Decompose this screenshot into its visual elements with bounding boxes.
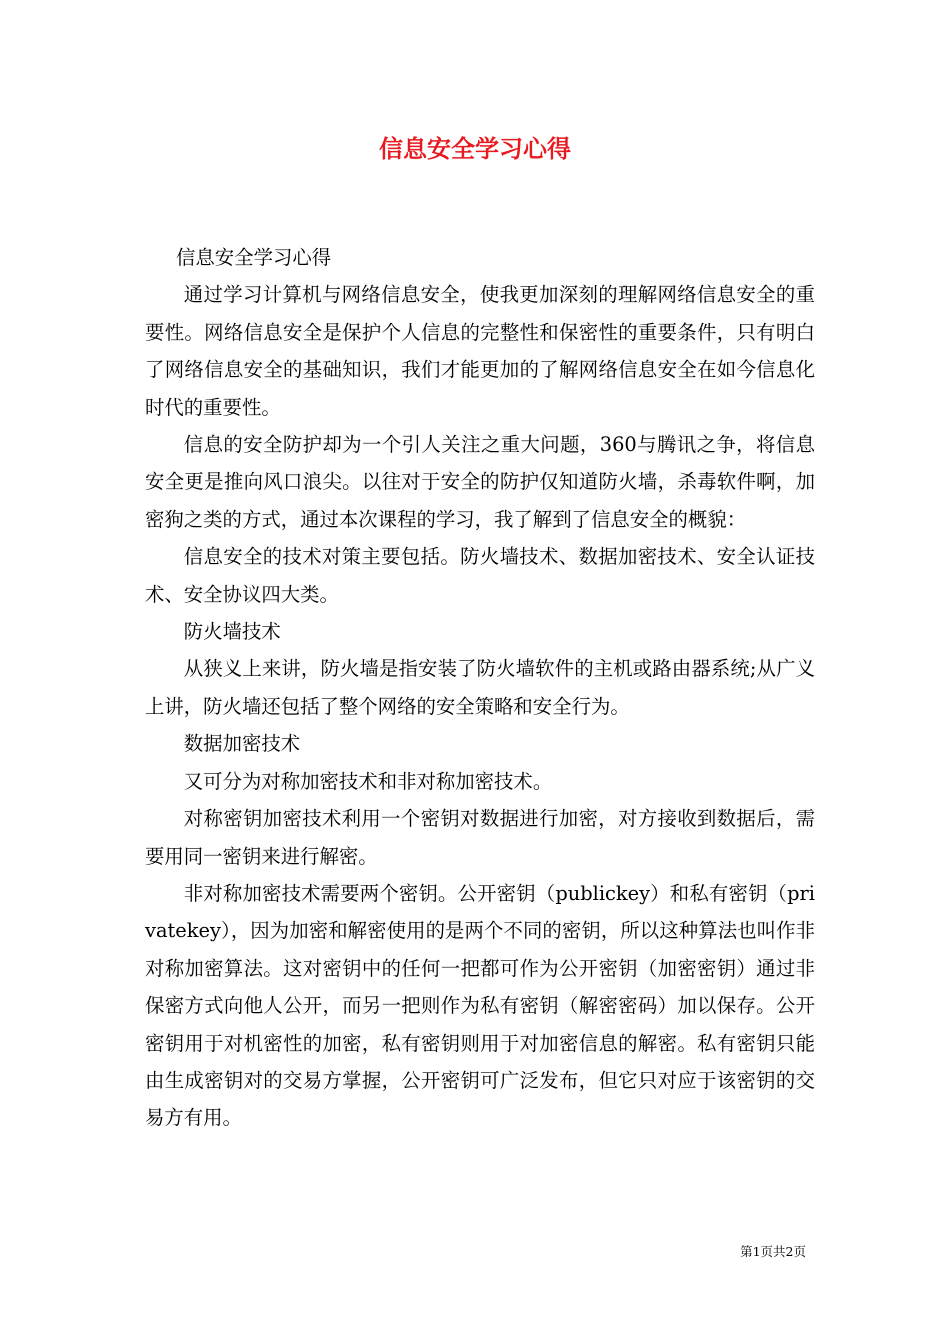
page-number: 第1页共2页: [740, 1244, 806, 1259]
heading-firewall: 防火墙技术: [183, 620, 281, 644]
paragraph-encryption-types: 又可分为对称加密技术和非对称加密技术。: [183, 769, 553, 793]
paragraph-firewall: 从狭义上来讲，防火墙是指安装了防火墙软件的主机或路由器系统;从广义上讲，防火墙还包括了整个网络的安全策略和安全行为。: [145, 657, 815, 718]
page-title: 信息安全学习心得: [379, 135, 571, 163]
paragraph-countermeasures: 信息安全的技术对策主要包括。防火墙技术、数据加密技术、安全认证技术、安全协议四大类。: [145, 545, 815, 606]
document-body: [145, 239, 815, 1137]
heading-encryption: 数据加密技术: [183, 732, 301, 756]
paragraph-intro: 通过学习计算机与网络信息安全，使我更加深刻的理解网络信息安全的重要性。网络信息安全是保护个人信息的完整性和保密性的重要条件，只有明白了网络信息安全的基础知识，我们才能更加的了解网络信息安全在如今信息化时代的重要性。: [145, 283, 815, 419]
paragraph-symmetric: 对称密钥加密技术利用一个密钥对数据进行加密，对方接收到数据后，需要用同一密钥来进行解密。: [145, 807, 815, 868]
paragraph-subtitle: 信息安全学习心得: [176, 246, 332, 269]
paragraph-protection: 信息的安全防护却为一个引人关注之重大问题，360与腾讯之争，将信息安全更是推向风口浪尖。以往对于安全的防护仅知道防火墙，杀毒软件啊，加密狗之类的方式，通过本次课程的学习，我了解到了信息安全的概貌：: [145, 433, 815, 531]
paragraph-asymmetric: 非对称加密技术需要两个密钥。公开密钥（publickey）和私有密钥（privatekey），因为加密和解密使用的是两个不同的密钥，所以这种算法也叫作非对称加密算法。这对密钥中的任何一把都可作为公开密钥（加密密钥）通过非保密方式向他人公开，而另一把则作为私有密钥（解密密码）加以保存。公开密钥用于对机密性的加密，私有密钥则用于对加密信息的解密。私有密钥只能由生成密钥对的交易方掌握，公开密钥可广泛发布，但它只对应于该密钥的交易方有用。: [145, 881, 815, 1130]
